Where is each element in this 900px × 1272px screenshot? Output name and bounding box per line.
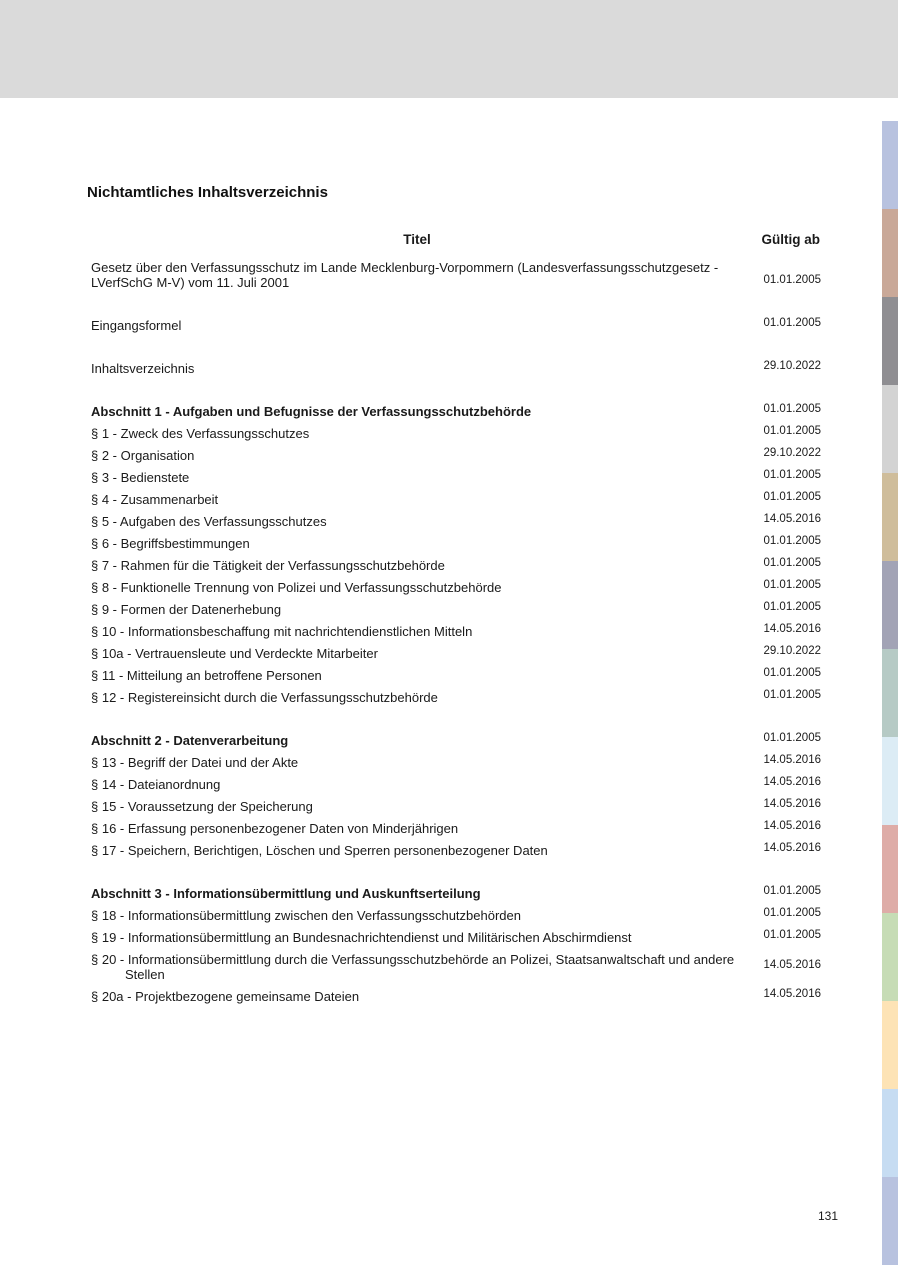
toc-row-title[interactable]: § 7 - Rahmen für die Tätigkeit der Verfassungsschutzbehörde — [91, 558, 445, 573]
toc-row[interactable] — [91, 624, 821, 639]
toc-row-title[interactable]: § 9 - Formen der Datenerhebung — [91, 602, 282, 617]
toc-row[interactable] — [91, 755, 821, 770]
toc-row[interactable] — [91, 799, 821, 814]
toc-row-title[interactable]: § 1 - Zweck des Verfassungsschutzes — [91, 426, 310, 441]
toc-row-date: 01.01.2005 — [763, 689, 821, 701]
toc-row-date: 01.01.2005 — [763, 929, 821, 941]
toc-row-title[interactable]: § 5 - Aufgaben des Verfassungsschutzes — [91, 514, 327, 529]
toc-row-title[interactable]: § 10a - Vertrauensleute und Verdeckte Mitarbeiter — [91, 646, 378, 661]
toc-row-title[interactable]: § 17 - Speichern, Berichtigen, Löschen und Sperren personenbezogener Daten — [91, 843, 548, 858]
toc-row-title[interactable]: § 11 - Mitteilung an betroffene Personen — [91, 668, 322, 683]
toc-row-title[interactable]: § 2 - Organisation — [91, 448, 195, 463]
toc-row-title[interactable]: § 15 - Voraussetzung der Speicherung — [91, 799, 313, 814]
color-tab[interactable] — [882, 737, 898, 825]
color-tab[interactable] — [882, 1001, 898, 1089]
toc-row[interactable] — [91, 558, 821, 573]
toc-row-date: 14.05.2016 — [763, 988, 821, 1000]
toc-row[interactable] — [91, 318, 821, 333]
toc-row[interactable] — [91, 492, 821, 507]
color-tab[interactable] — [882, 1177, 898, 1265]
toc-row-title[interactable]: § 3 - Bedienstete — [91, 470, 190, 485]
toc-row-title[interactable]: Eingangsformel — [91, 318, 182, 333]
toc-row-date: 01.01.2005 — [763, 579, 821, 591]
column-header-title: Titel — [403, 232, 431, 247]
toc-row-date: 01.01.2005 — [763, 317, 821, 329]
toc-row-title[interactable]: Gesetz über den Verfassungsschutz im Lande Mecklenburg-Vorpommern (Landesverfassungsschutzgesetz - LVerfSchG M-V) vom 11. Juli 2001 — [91, 260, 719, 290]
toc-row[interactable] — [91, 580, 821, 595]
color-tab[interactable] — [882, 1089, 898, 1177]
toc-section-heading[interactable] — [91, 733, 821, 748]
toc-row[interactable] — [91, 690, 821, 705]
toc-row-date: 29.10.2022 — [763, 645, 821, 657]
color-tab[interactable] — [882, 385, 898, 473]
table-header — [91, 230, 821, 252]
top-gray-band — [0, 0, 898, 98]
toc-row-date: 14.05.2016 — [763, 754, 821, 766]
page-heading: Nichtamtliches Inhaltsverzeichnis — [87, 184, 328, 201]
toc-row-date: 14.05.2016 — [763, 776, 821, 788]
toc-row-title[interactable]: Abschnitt 2 - Datenverarbeitung — [91, 733, 289, 748]
toc-row-date: 01.01.2005 — [763, 557, 821, 569]
color-tab[interactable] — [882, 561, 898, 649]
color-tab[interactable] — [882, 209, 898, 297]
toc-row-date: 29.10.2022 — [763, 360, 821, 372]
toc-row-title[interactable]: § 13 - Begriff der Datei und der Akte — [91, 755, 299, 770]
toc-row[interactable] — [91, 952, 821, 982]
color-tab[interactable] — [882, 297, 898, 385]
toc-row-date: 14.05.2016 — [763, 798, 821, 810]
toc-row[interactable] — [91, 989, 821, 1004]
toc-row-law[interactable] — [91, 260, 821, 290]
toc-row-date: 01.01.2005 — [763, 535, 821, 547]
page-number: 131 — [818, 1209, 839, 1223]
toc-row[interactable] — [91, 843, 821, 858]
toc-row[interactable] — [91, 536, 821, 551]
color-tab[interactable] — [882, 649, 898, 737]
toc-row-date: 01.01.2005 — [763, 732, 821, 744]
toc-row[interactable] — [91, 361, 821, 376]
color-tab[interactable] — [882, 121, 898, 209]
toc-row-date: 14.05.2016 — [763, 623, 821, 635]
toc-row[interactable] — [91, 426, 821, 441]
toc-row-title[interactable]: § 10 - Informationsbeschaffung mit nachrichtendienstlichen Mitteln — [91, 624, 473, 639]
toc-row-title[interactable]: § 16 - Erfassung personenbezogener Daten von Minderjährigen — [91, 821, 459, 836]
toc-row[interactable] — [91, 821, 821, 836]
column-header-date: Gültig ab — [761, 232, 820, 247]
toc-row-date: 01.01.2005 — [763, 425, 821, 437]
color-tab-strip — [882, 121, 898, 1271]
toc-row-title[interactable]: § 19 - Informationsübermittlung an Bundesnachrichtendienst und Militärischen Abschirmdienst — [91, 930, 632, 945]
color-tab[interactable] — [882, 913, 898, 1001]
toc-row-date: 01.01.2005 — [763, 491, 821, 503]
toc-row[interactable] — [91, 448, 821, 463]
toc-row-title[interactable]: § 20a - Projektbezogene gemeinsame Dateien — [91, 989, 360, 1004]
toc-row-date: 14.05.2016 — [763, 513, 821, 525]
toc-row-date: 01.01.2005 — [763, 601, 821, 613]
toc-row-title[interactable]: § 14 - Dateianordnung — [91, 777, 221, 792]
toc-row[interactable] — [91, 646, 821, 661]
toc-row[interactable] — [91, 602, 821, 617]
toc-row[interactable] — [91, 668, 821, 683]
toc-section-heading[interactable] — [91, 886, 821, 901]
toc-table — [91, 230, 821, 1004]
toc-row-date: 29.10.2022 — [763, 447, 821, 459]
toc-row[interactable] — [91, 514, 821, 529]
color-tab[interactable] — [882, 473, 898, 561]
toc-section-heading[interactable] — [91, 404, 821, 419]
toc-row-date: 14.05.2016 — [763, 959, 821, 971]
toc-row-title[interactable]: § 6 - Begriffsbestimmungen — [91, 536, 250, 551]
toc-row[interactable] — [91, 470, 821, 485]
toc-row-title[interactable]: Abschnitt 3 - Informationsübermittlung und Auskunftserteilung — [91, 886, 481, 901]
toc-row-date: 01.01.2005 — [763, 274, 821, 286]
toc-row-title[interactable]: Abschnitt 1 - Aufgaben und Befugnisse der Verfassungsschutzbehörde — [91, 404, 532, 419]
color-tab[interactable] — [882, 825, 898, 913]
toc-row-title[interactable]: Inhaltsverzeichnis — [91, 361, 195, 376]
toc-row-title[interactable]: § 4 - Zusammenarbeit — [91, 492, 219, 507]
toc-row-title[interactable]: § 8 - Funktionelle Trennung von Polizei und Verfassungsschutzbehörde — [91, 580, 502, 595]
toc-row-date: 01.01.2005 — [763, 667, 821, 679]
toc-row-date: 01.01.2005 — [763, 885, 821, 897]
toc-row-title[interactable]: § 12 - Registereinsicht durch die Verfassungsschutzbehörde — [91, 690, 438, 705]
toc-row-date: 14.05.2016 — [763, 842, 821, 854]
toc-row-date: 01.01.2005 — [763, 907, 821, 919]
toc-row[interactable] — [91, 908, 821, 923]
toc-row-date: 14.05.2016 — [763, 820, 821, 832]
toc-row-title[interactable]: § 20 - Informationsübermittlung durch die Verfassungsschutzbehörde an Polizei, Staatsanwaltschaft und andere Stellen — [91, 952, 735, 982]
toc-row[interactable] — [91, 777, 821, 792]
toc-row-date: 01.01.2005 — [763, 469, 821, 481]
toc-row-title[interactable]: § 18 - Informationsübermittlung zwischen den Verfassungsschutzbehörden — [91, 908, 521, 923]
toc-row[interactable] — [91, 930, 821, 945]
toc-row-date: 01.01.2005 — [763, 403, 821, 415]
